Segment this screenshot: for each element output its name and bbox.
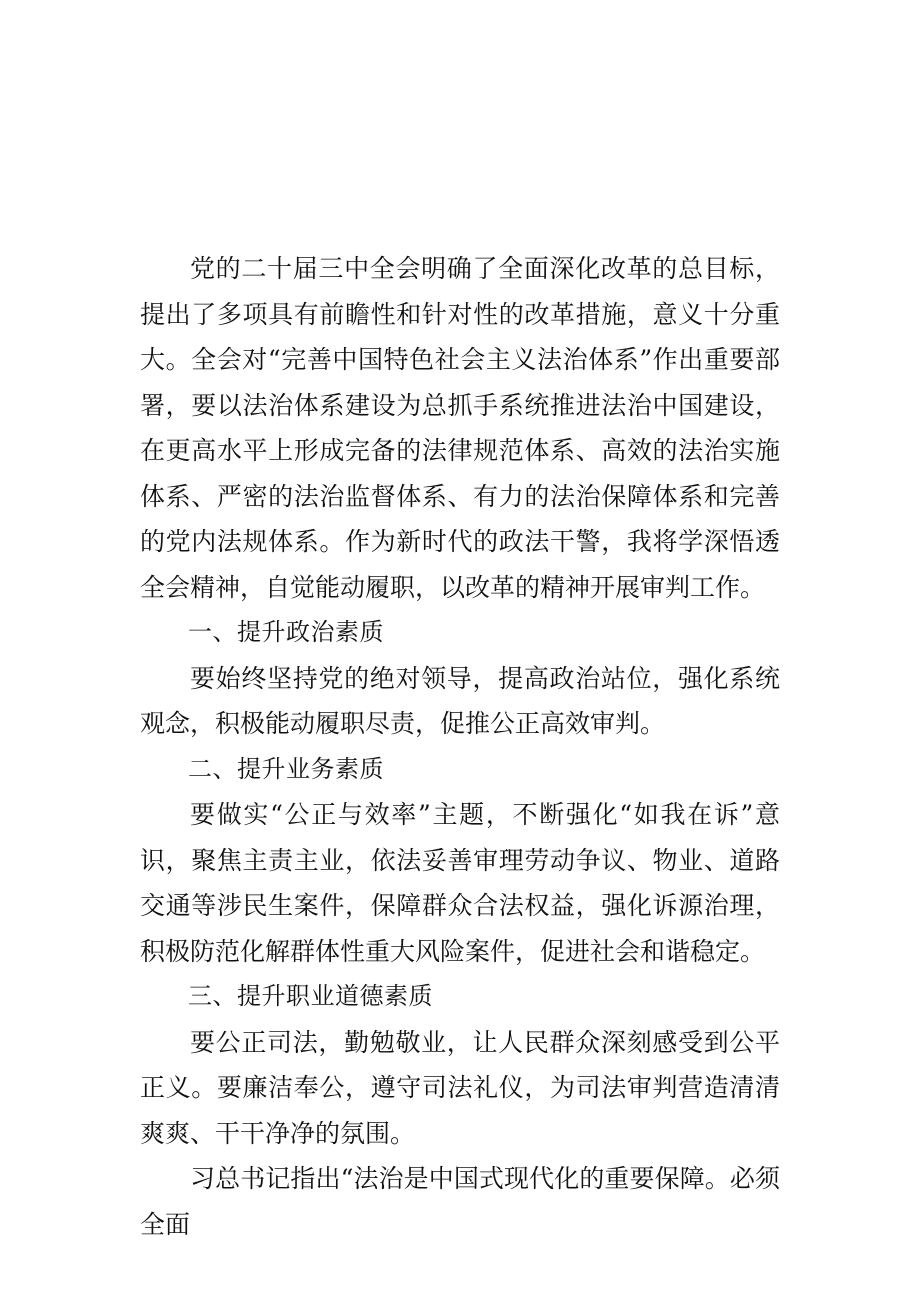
section-heading-ethics: 三、提升职业道德素质 (188, 982, 433, 1010)
section-heading-political: 一、提升政治素质 (188, 618, 384, 646)
paragraph-intro: 党的二十届三中全会明确了全面深化改革的总目标，提出了多项具有前瞻性和针对性的改革措施，意义十分重大。全会对“完善中国特色社会主义法治体系”作出重要部署，要以法治体系建设为总抓手系统推进法治中国建设，在更高水平上形成完备的法律规范体系、高效的法治实施体系、严密的法治监督体系、有力的法治保障体系和完善的党内法规体系。作为新时代的政法干警，我将学深悟透全会精神，自觉能动履职，以改革的精神开展审判工作。 (140, 254, 780, 602)
paragraph-political: 要始终坚持党的绝对领导，提高政治站位，强化系统观念，积极能动履职尽责，促推公正高效审判。 (140, 663, 780, 738)
paragraph-closing: 习总书记指出“法治是中国式现代化的重要保障。必须全面 (140, 1164, 780, 1239)
section-heading-professional: 二、提升业务素质 (188, 754, 384, 783)
paragraph-ethics: 要公正司法，勤勉敬业，让人民群众深刻感受到公平正义。要廉洁奉公，遵守司法礼仪，为司法审判营造清清爽爽、干干净净的氛围。 (140, 1027, 780, 1148)
paragraph-professional: 要做实“公正与效率”主题，不断强化“如我在诉”意识，聚焦主责主业，依法妥善审理劳动争议、物业、道路交通等涉民生案件，保障群众合法权益，强化诉源治理，积极防范化解群体性重大风险案件，促进社会和谐稳定。 (140, 800, 780, 966)
document-body (140, 246, 780, 1247)
